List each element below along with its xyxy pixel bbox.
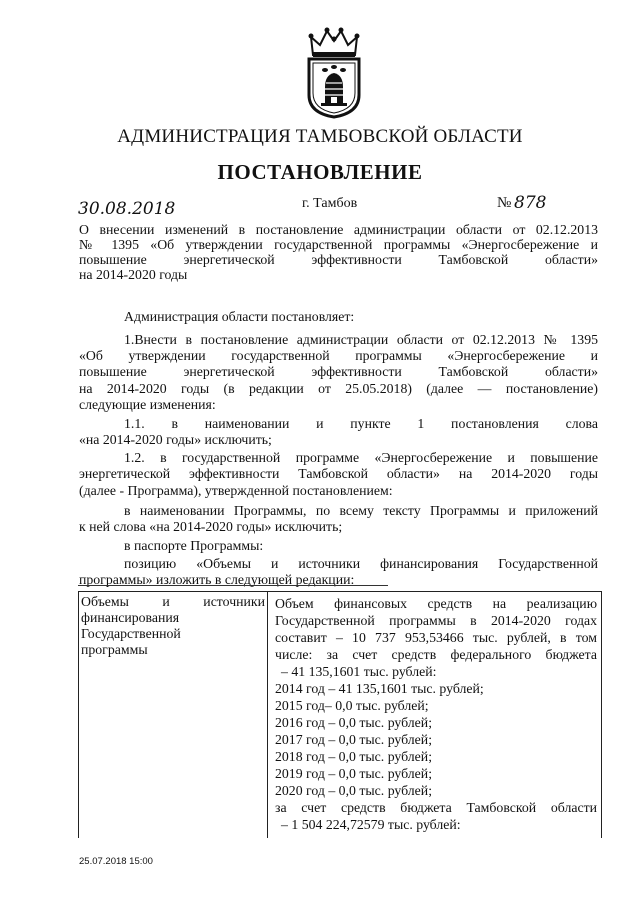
table-right-line: числе: за счет средств федерального бюджета — [275, 647, 597, 662]
item1-line-2: «Об утверждении государственной программы «Энергосбережение и — [79, 348, 598, 363]
document-type-title: ПОСТАНОВЛЕНИЕ — [217, 160, 423, 184]
naming-line-2: к ней слова «на 2014-2020 годы» исключить; — [79, 519, 343, 534]
table-right-line: составит – 10 737 953,53466 тыс. рублей, в том — [275, 630, 597, 645]
city-name: г. Тамбов — [302, 196, 358, 211]
table-left-line: программы — [81, 642, 148, 657]
footer-timestamp: 25.07.2018 15:00 — [79, 856, 153, 867]
item1-1-line-2: «на 2014-2020 годы» исключить; — [79, 432, 272, 447]
naming-line-1: в наименовании Программы, по всему тексту Программы и приложений — [124, 503, 598, 518]
item1-2-line-1: 1.2. в государственной программе «Энергосбережение и повышение — [124, 450, 598, 465]
table-right-line: Государственной программы в 2014-2020 годах — [275, 613, 597, 628]
item1-2-line-3: (далее - Программа), утвержденной постановлением: — [79, 483, 393, 498]
item1-1-line-1: 1.1. в наименовании и пункте 1 постановления слова — [124, 416, 598, 431]
handwritten-date: 30.08.2018 — [78, 199, 176, 219]
number-label: № — [497, 195, 512, 211]
position-line-2: программы» изложить в следующей редакции: — [79, 572, 355, 587]
table-right-line: за счет средств бюджета Тамбовской области — [275, 800, 597, 815]
table-right-line: Объем финансовых средств на реализацию — [275, 596, 597, 611]
subject-line-1: О внесении изменений в постановление администрации области от 02.12.2013 — [79, 222, 598, 237]
item1-line-3: повышение энергетической эффективности Тамбовской области» — [79, 364, 598, 379]
table-right-line: 2020 год – 0,0 тыс. рублей; — [275, 783, 433, 798]
table-right-line: – 41 135,1601 тыс. рублей: — [281, 664, 437, 679]
position-line-1: позицию «Объемы и источники финансирования Государственной — [124, 556, 598, 571]
table-right-line: 2019 год – 0,0 тыс. рублей; — [275, 766, 433, 781]
table-right-line: 2017 год – 0,0 тыс. рублей; — [275, 732, 433, 747]
subject-line-3: повышение энергетической эффективности Тамбовской области» — [79, 252, 598, 267]
table-right-line: 2015 год– 0,0 тыс. рублей; — [275, 698, 429, 713]
passport-text: в паспорте Программы: — [124, 538, 264, 553]
table-right-line: 2014 год – 41 135,1601 тыс. рублей; — [275, 681, 484, 696]
table-left-line: финансирования — [81, 610, 180, 625]
underline-mark — [78, 585, 388, 586]
table-left-line: Государственной — [81, 626, 181, 641]
subject-line-2: № 1395 «Об утверждении государственной программы «Энергосбережение и — [79, 237, 598, 252]
table-left-cell — [81, 594, 265, 658]
table-left-line: Объемы и источники — [81, 594, 265, 609]
table-right-line: 2016 год – 0,0 тыс. рублей; — [275, 715, 433, 730]
financing-table — [78, 591, 602, 838]
organization-name: АДМИНИСТРАЦИЯ ТАМБОВСКОЙ ОБЛАСТИ — [117, 126, 523, 147]
handwritten-number: 878 — [514, 193, 547, 213]
intro-text: Администрация области постановляет: — [124, 309, 355, 324]
table-right-cell — [275, 595, 597, 833]
table-right-line: – 1 504 224,72579 тыс. рублей: — [281, 817, 461, 832]
item1-2-line-2: энергетической эффективности Тамбовской области» на 2014-2020 годы — [79, 466, 598, 481]
table-right-line: 2018 год – 0,0 тыс. рублей; — [275, 749, 433, 764]
item1-line-4: на 2014-2020 годы (в редакции от 25.05.2018) (далее — постановление) — [79, 381, 598, 396]
table-column-divider — [267, 592, 268, 838]
item1-line-5: следующие изменения: — [79, 397, 216, 412]
coat-of-arms-emblem — [305, 25, 363, 119]
subject-line-4: на 2014-2020 годы — [79, 267, 188, 282]
item1-line-1: 1.Внести в постановление администрации области от 02.12.2013 № 1395 — [124, 332, 598, 347]
